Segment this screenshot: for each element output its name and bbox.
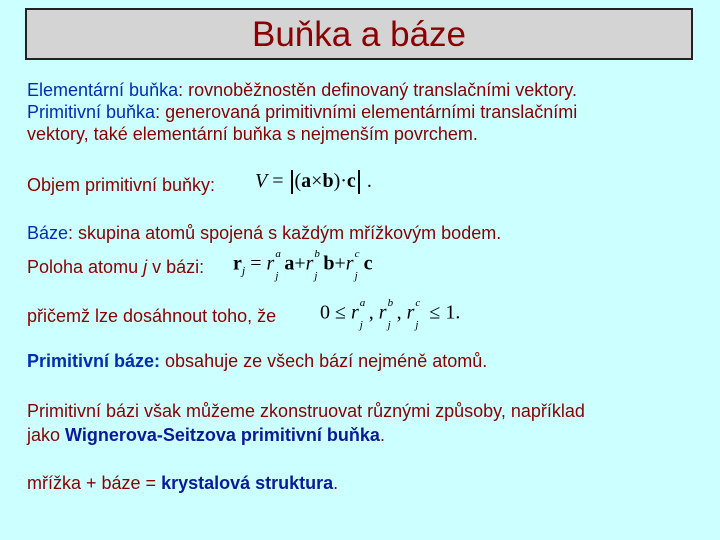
position-label-text: v bázi: — [147, 257, 205, 277]
formula-symbol: a — [275, 248, 281, 260]
formula-symbol: × — [311, 170, 323, 192]
equation-text: . — [333, 473, 339, 493]
formula-symbol: r — [305, 252, 314, 275]
formula-symbol: r — [378, 301, 387, 324]
definition-continuation: vektory, také elementární buňka s nejmenším povrchem. — [27, 124, 478, 144]
paragraph-text: jako — [27, 425, 66, 445]
term-crystal-structure: krystalová struktura — [161, 473, 334, 493]
formula-symbol: , — [396, 301, 402, 324]
definition-text: : generovaná primitivními elementárními translačními — [155, 102, 578, 122]
formula-symbol: ≤ — [335, 301, 346, 324]
formula-symbol: a — [359, 297, 366, 309]
formula-symbol: r — [266, 252, 275, 275]
paragraph-text: . — [379, 425, 385, 445]
formula-symbol: 1 — [445, 301, 456, 324]
formula-symbol: V — [255, 170, 268, 192]
term-basis: Báze — [27, 223, 69, 243]
definition-basis — [27, 222, 501, 244]
page-title: Buňka a báze — [251, 14, 467, 54]
bounds-label: přičemž lze dosáhnout toho, že — [27, 306, 277, 326]
formula-symbol: ) — [333, 170, 341, 192]
formula-symbol: r — [350, 301, 359, 324]
formula-symbol: r — [345, 252, 354, 275]
formula-symbol: a — [301, 170, 312, 192]
formula-symbol: j — [275, 270, 279, 282]
formula-symbol: ≤ — [429, 301, 441, 324]
formula-symbol: 0 — [320, 301, 330, 324]
formula-symbol: + — [334, 252, 346, 275]
formula-symbol: b — [314, 248, 320, 260]
term-elementary-cell: Elementární buňka — [27, 80, 179, 100]
formula-symbol: c — [415, 297, 421, 309]
definition-text: : skupina atomů spojená s každým mřížkovým bodem. — [68, 223, 502, 243]
title-box — [25, 8, 693, 60]
formula-symbol: j — [387, 319, 391, 331]
position-label-text: Poloha atomu — [27, 257, 144, 277]
formula-symbol: j — [354, 270, 358, 282]
formula-symbol: r — [406, 301, 415, 324]
formula-symbol: j — [415, 319, 419, 331]
formula-symbol: , — [368, 301, 374, 324]
formula-symbol: . — [455, 301, 461, 324]
position-formula — [233, 248, 373, 282]
definition-primitive-basis — [27, 350, 487, 372]
definition-elementary-cell — [27, 79, 577, 101]
formula-symbol: ( — [294, 170, 302, 192]
formula-symbol: = — [272, 170, 284, 192]
formula-symbol: r — [233, 252, 242, 275]
formula-symbol: · — [340, 170, 347, 192]
formula-symbol: . — [366, 170, 372, 192]
formula-symbol: j — [314, 270, 318, 282]
formula-symbol: c — [363, 252, 373, 275]
definition-primitive-cell — [27, 101, 577, 123]
formula-symbol: b — [322, 170, 334, 192]
volume-formula — [255, 170, 372, 194]
abs-bar-right — [358, 170, 360, 194]
term-primitive-cell: Primitivní buňka — [27, 102, 156, 122]
formula-symbol: b — [323, 252, 335, 275]
bounds-formula — [320, 297, 461, 331]
equation-text: mřížka + báze = — [27, 473, 162, 493]
position-label-j: j — [143, 257, 148, 277]
formula-symbol: b — [387, 297, 394, 309]
formula-symbol: j — [241, 263, 246, 278]
term-wigner-seitz-cell: Wignerova-Seitzova primitivní buňka — [65, 425, 380, 445]
volume-label: Objem primitivní buňky: — [27, 175, 216, 195]
formula-symbol: c — [346, 170, 356, 192]
formula-symbol: c — [354, 248, 360, 260]
formula-symbol: j — [359, 319, 363, 331]
abs-bar-left — [291, 170, 293, 194]
term-primitive-basis: Primitivní báze: — [27, 351, 161, 371]
formula-symbol: + — [294, 252, 306, 275]
definition-text: obsahuje ze všech bází nejméně atomů. — [160, 351, 488, 371]
formula-symbol: = — [250, 252, 262, 275]
position-label — [27, 256, 204, 278]
definition-text: : rovnoběžnostěn definovaný translačními vektory. — [178, 80, 577, 100]
formula-symbol: a — [284, 252, 295, 275]
paragraph-construction: Primitivní bázi však můžeme zkonstruovat různými způsoby, například — [27, 401, 585, 421]
crystal-structure-equation — [27, 472, 338, 494]
paragraph-wigner-seitz — [27, 424, 385, 446]
